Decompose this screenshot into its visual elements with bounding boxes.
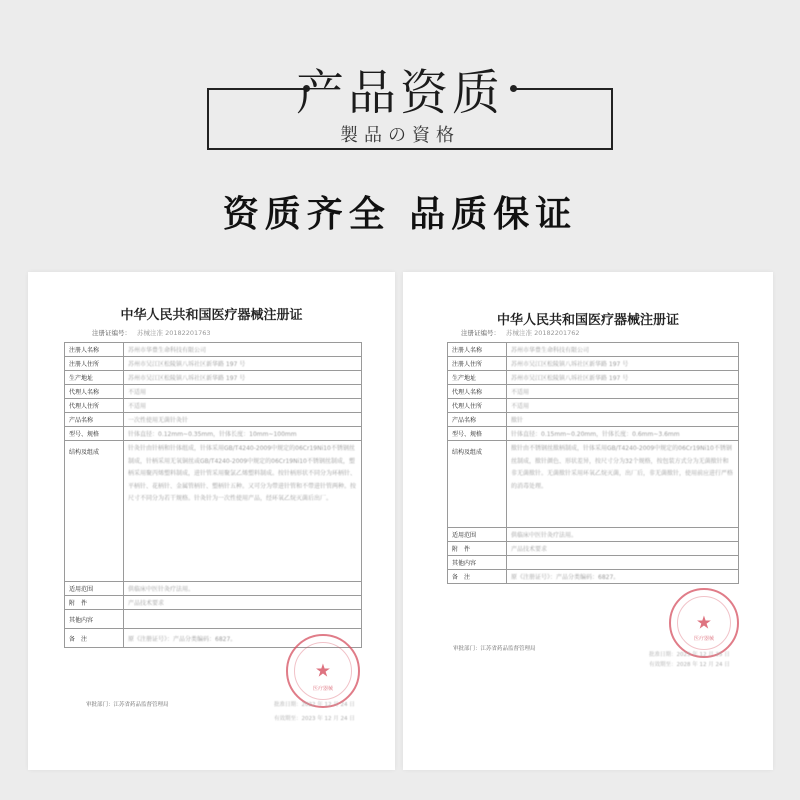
- frame-bottom-line: [207, 148, 613, 150]
- approve-date-text: 批准日期：2023 年 12 月 25 日: [649, 652, 730, 658]
- row-value: 不适用: [507, 399, 739, 413]
- row-value: 苏州市吴江区松陵镇八坼社区新华路 197 号: [507, 357, 739, 371]
- table-row: [448, 371, 739, 385]
- row-value: 产品技术要求: [124, 596, 362, 610]
- row-label: 适用范围: [65, 582, 124, 596]
- certificate-title: 中华人民共和国医疗器械注册证: [496, 313, 679, 328]
- row-label: 备 注: [65, 629, 124, 648]
- table-row: [65, 357, 362, 371]
- registration-number: [92, 328, 211, 337]
- footer-approve-date: [649, 650, 730, 658]
- registration-value: 苏械注准 20182201763: [137, 329, 211, 337]
- table-row: [448, 399, 739, 413]
- row-value: 原《注册证号》：产品分类编码：6827。: [124, 629, 362, 648]
- row-label: 产品名称: [65, 413, 124, 427]
- row-label: 型号、规格: [65, 427, 124, 441]
- table-row: [448, 441, 739, 528]
- row-label: 注册人名称: [448, 343, 507, 357]
- table-row: [448, 528, 739, 542]
- row-label: 代理人住所: [65, 399, 124, 413]
- row-label: 适用范围: [448, 528, 507, 542]
- row-label: 其他内容: [448, 556, 507, 570]
- row-value: 针体直径：0.12mm~0.35mm，针体长度：10mm~100mm: [124, 427, 362, 441]
- official-seal: [286, 634, 360, 708]
- registration-value: 苏械注准 20182201762: [506, 329, 580, 337]
- row-label: 注册人名称: [65, 343, 124, 357]
- row-value: 苏州市吴江区松陵镇八坼社区新华路 197 号: [124, 371, 362, 385]
- row-value: 一次性使用无菌针灸针: [124, 413, 362, 427]
- valid-date-text: 有效期至：2023 年 12 月 24 日: [274, 716, 355, 722]
- row-value: 针体直径：0.15mm~0.20mm，针体长度：0.6mm~3.6mm: [507, 427, 739, 441]
- table-row: [65, 427, 362, 441]
- certificate-title: 中华人民共和国医疗器械注册证: [120, 308, 303, 323]
- star-icon: ★: [695, 612, 713, 634]
- row-value: 供临床中医针灸疗法用。: [507, 528, 739, 542]
- table-row: [448, 357, 739, 371]
- row-value: 不适用: [124, 399, 362, 413]
- row-label: 产品名称: [448, 413, 507, 427]
- row-value: 苏州市华豊生命科技有限公司: [124, 343, 362, 357]
- page-subtitle: 製品の資格: [340, 125, 460, 146]
- row-label: 其他内容: [65, 610, 124, 629]
- footer-valid-date: [649, 660, 730, 668]
- footer-approver: 审批部门：江苏省药品监督管理局: [86, 702, 169, 708]
- row-label: 结构及组成: [448, 441, 507, 528]
- table-row: [65, 413, 362, 427]
- table-row: [448, 570, 739, 584]
- table-row: [448, 427, 739, 441]
- row-value: 苏州市吴江区松陵镇八坼社区新华路 197 号: [507, 371, 739, 385]
- table-row: [65, 385, 362, 399]
- row-value: 原《注册证号》：产品分类编码：6827。: [507, 570, 739, 584]
- row-label: 注册人住所: [448, 357, 507, 371]
- row-value: 供临床中医针灸疗法用。: [124, 582, 362, 596]
- row-label: 代理人住所: [448, 399, 507, 413]
- table-row: [65, 371, 362, 385]
- table-row: [65, 610, 362, 629]
- row-label: 型号、规格: [448, 427, 507, 441]
- row-label: 代理人名称: [448, 385, 507, 399]
- certificate-right: [403, 272, 773, 770]
- table-row: [448, 413, 739, 427]
- row-value: 苏州市华豊生命科技有限公司: [507, 343, 739, 357]
- valid-date-text: 有效期至：2028 年 12 月 24 日: [649, 662, 730, 668]
- footer-approve-date: [274, 700, 355, 708]
- registration-number: [461, 328, 580, 337]
- table-row: [448, 343, 739, 357]
- seal-text: 医疗器械: [312, 686, 333, 692]
- row-value: 揿针由不锈钢丝揿柄制成，针体采用GB/T4240-2009中规定的06Cr19Ni10不锈钢丝制成，揿针颜色、形状差异，按尺寸分为32个规格，按包装方式分为无菌揿针和非无菌揿针。无菌揿针采用环氧乙烷灭菌，出厂后，非无菌揿针，使用前应进行严格的消毒处理。: [507, 441, 739, 528]
- table-row: [448, 556, 739, 570]
- slogan: 资质齐全 品质保证: [222, 194, 578, 235]
- seal-text: 医疗器械: [693, 636, 714, 642]
- row-value: 产品技术要求: [507, 542, 739, 556]
- row-label: 生产地址: [448, 371, 507, 385]
- certificate-table: [64, 342, 362, 648]
- official-seal: [669, 588, 739, 658]
- row-label: 附 件: [448, 542, 507, 556]
- row-label: 生产地址: [65, 371, 124, 385]
- table-row: [65, 596, 362, 610]
- row-value: 揿针: [507, 413, 739, 427]
- certificate-table: [447, 342, 739, 584]
- table-row: [65, 343, 362, 357]
- row-label: 备 注: [448, 570, 507, 584]
- table-row: [448, 385, 739, 399]
- star-icon: ★: [314, 660, 332, 682]
- row-label: 注册人住所: [65, 357, 124, 371]
- table-row: [448, 542, 739, 556]
- row-label: 结构及组成: [65, 441, 124, 582]
- certificate-left: [28, 272, 395, 770]
- footer-valid-date: [274, 714, 355, 722]
- table-row: [65, 582, 362, 596]
- row-value: [124, 610, 362, 629]
- row-label: 代理人名称: [65, 385, 124, 399]
- registration-label: 注册证编号：: [461, 329, 500, 337]
- approve-date-text: 批准日期：2022 年 12 月 24 日: [274, 702, 355, 708]
- footer-approver: 审批部门：江苏省药品监督管理局: [453, 646, 536, 652]
- table-row: [65, 441, 362, 582]
- table-row: [65, 399, 362, 413]
- row-value: 苏州市吴江区松陵镇八坼社区新华路 197 号: [124, 357, 362, 371]
- row-label: 附 件: [65, 596, 124, 610]
- page-title: 产品资质: [295, 65, 504, 121]
- row-value: [507, 556, 739, 570]
- row-value: 不适用: [507, 385, 739, 399]
- registration-label: 注册证编号：: [92, 329, 131, 337]
- row-value: 不适用: [124, 385, 362, 399]
- row-value: 针灸针由针柄和针体组成，针体采用GB/T4240-2009中规定的06Cr19Ni10不锈钢丝制成，针柄采用无氧铜丝或GB/T4240-2009中规定的06Cr19Ni10不锈钢丝制成，塑柄采用聚丙烯塑料制成，进针管采用聚氯乙烯塑料制成。按针柄形状不同分为环柄针、平柄针、花柄针、金属管柄针、塑柄针五种。又可分为带进针管和不带进针管两种。按尺寸不同分为若干规格。针灸针为一次性使用产品，经环氧乙烷灭菌后出厂。: [124, 441, 362, 582]
